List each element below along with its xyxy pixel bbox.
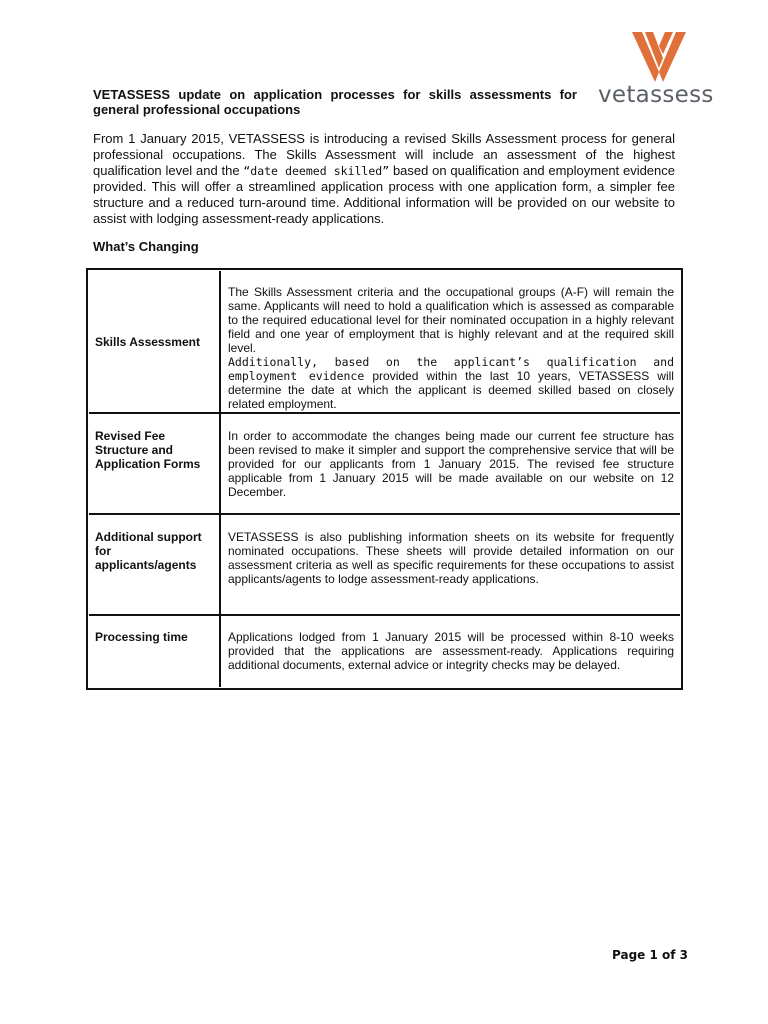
table-row xyxy=(89,614,680,687)
row-description: In order to accommodate the changes being made our current fee structure has been revised to make it simpler and support the comprehensive service that will be provided for our applicants from 1 January 2015. The revised fee structure applicable from 1 January 2015 will be made available on our website on 12 December. xyxy=(228,429,674,499)
vetassess-v-mark-icon xyxy=(632,30,686,84)
row-description-rest: provided within the last 10 years, VETASSESS will determine the date at which the applicant is deemed skilled based on closely related employment. xyxy=(228,369,674,411)
table-row xyxy=(89,271,680,412)
logo-wordmark: vetassess xyxy=(598,82,714,108)
row-label-text: Skills Assessment xyxy=(95,334,200,349)
row-label xyxy=(89,271,221,412)
row-description xyxy=(221,271,680,412)
row-label-text: Additional support for applicants/agents xyxy=(95,530,202,572)
section-heading: What’s Changing xyxy=(93,239,199,254)
intro-text-part1: From 1 January 2015, VETASSESS is introducing a revised Skills Assessment process for general professional occupations. The Skills Assessment will include an assessment of the highest qualification level and the xyxy=(93,131,675,178)
row-description-mono: Additionally, based on the applicant’s qualification and employment evidence xyxy=(228,355,674,383)
intro-paragraph xyxy=(93,131,675,227)
row-label xyxy=(89,616,221,687)
document-title: VETASSESS update on application processes for skills assessments for general professional occupations xyxy=(93,87,577,117)
page-number: Page 1 of 3 xyxy=(612,948,688,962)
vetassess-logo xyxy=(596,30,720,110)
row-label xyxy=(89,515,221,614)
row-label-text: Revised Fee Structure and Application Forms xyxy=(95,429,201,471)
intro-text-part2: based on qualification and employment evidence provided. This will offer a streamlined application process with one application form, a simpler fee structure and a reduced turn-around time. Additional information will be provided on our website to assist with lodging assessment-ready applications. xyxy=(93,163,676,226)
row-label xyxy=(89,414,221,513)
table-row xyxy=(89,513,680,614)
row-label-text: Processing time xyxy=(95,630,188,644)
row-description: VETASSESS is also publishing information sheets on its website for frequently nominated occupations. These sheets will provide detailed information on our assessment criteria as well as specific requirements for these occupations to assist applicants/agents to lodge assessment-ready applications. xyxy=(228,530,674,586)
row-description-main: The Skills Assessment criteria and the occupational groups (A-F) will remain the same. Applicants will need to hold a qualification which is assessed as comparable to the required educational level for their nominated occupation in a highly relevant field and one year of employment that is highly relevant and at the required skill level. xyxy=(228,285,674,355)
intro-quoted-term: “date deemed skilled” xyxy=(243,164,390,178)
changes-table xyxy=(86,268,683,690)
table-row xyxy=(89,412,680,513)
row-description: Applications lodged from 1 January 2015 will be processed within 8-10 weeks provided that the applications are assessment-ready. Applications requiring additional documents, external advice or integrity checks may be delayed. xyxy=(228,630,674,672)
